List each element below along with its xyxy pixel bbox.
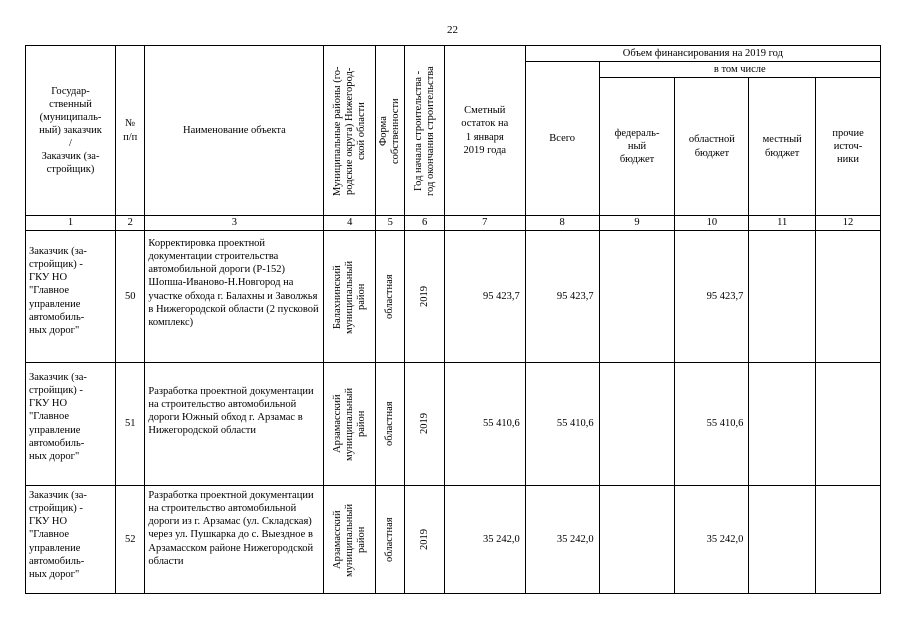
header-estimate: Сметный остаток на 1 января 2019 года	[444, 46, 525, 216]
header-including: в том числе	[599, 62, 880, 78]
header-customer: Государ- ственный (муниципаль- ный) заказчик / Заказчик (за- стройщик)	[26, 46, 116, 216]
column-number: 10	[675, 216, 749, 231]
regional-cell: 55 410,6	[675, 363, 749, 486]
year-cell: 2019	[405, 231, 444, 363]
header-local: местный бюджет	[749, 78, 816, 216]
year-cell: 2019	[405, 486, 444, 594]
object-name: Разработка проектной документации на строительство автомобильной дороги Южный обход г. Арзамас в Нижегородской области	[145, 363, 324, 486]
column-number: 6	[405, 216, 444, 231]
financing-table	[25, 45, 881, 594]
total-cell: 55 410,6	[525, 363, 599, 486]
table-row	[26, 231, 881, 363]
other-cell	[816, 231, 881, 363]
row-number: 52	[116, 486, 145, 594]
header-total: Всего	[525, 62, 599, 216]
column-numbers-row	[26, 216, 881, 231]
column-number: 2	[116, 216, 145, 231]
year-cell: 2019	[405, 363, 444, 486]
ownership-cell: областная	[376, 486, 405, 594]
column-number: 12	[816, 216, 881, 231]
header-number: № п/п	[116, 46, 145, 216]
customer-cell: Заказчик (за- стройщик) - ГКУ НО "Главное управление автомобиль- ных дорог"	[26, 486, 116, 594]
customer-cell: Заказчик (за- стройщик) - ГКУ НО "Главное управление автомобиль- ных дорог"	[26, 363, 116, 486]
object-name: Разработка проектной документации на строительство автомобильной дороги из г. Арзамас (ул. Складская) через ул. Пушкарка до с. Выездное в Арзамасском районе Нижегородской области	[145, 486, 324, 594]
column-number: 4	[324, 216, 376, 231]
table-row	[26, 486, 881, 594]
row-number: 50	[116, 231, 145, 363]
federal-cell	[599, 363, 675, 486]
column-number: 8	[525, 216, 599, 231]
table-row	[26, 363, 881, 486]
local-cell	[749, 486, 816, 594]
estimate-cell: 95 423,7	[444, 231, 525, 363]
regional-cell: 95 423,7	[675, 231, 749, 363]
district-cell: Арзамасский муниципальный район	[324, 486, 376, 594]
federal-cell	[599, 486, 675, 594]
column-number: 11	[749, 216, 816, 231]
local-cell	[749, 363, 816, 486]
regional-cell: 35 242,0	[675, 486, 749, 594]
header-district: Муниципальные районы (го- родские округа) Нижегород- ской области	[324, 46, 376, 216]
header-regional: областной бюджет	[675, 78, 749, 216]
column-number: 1	[26, 216, 116, 231]
other-cell	[816, 363, 881, 486]
column-number: 7	[444, 216, 525, 231]
ownership-cell: областная	[376, 363, 405, 486]
total-cell: 95 423,7	[525, 231, 599, 363]
header-other: прочие источ- ники	[816, 78, 881, 216]
header-years: Год начала строительства - год окончания строительства	[405, 46, 444, 216]
column-number: 5	[376, 216, 405, 231]
local-cell	[749, 231, 816, 363]
page-number: 22	[447, 24, 458, 36]
total-cell: 35 242,0	[525, 486, 599, 594]
header-ownership: Форма собственности	[376, 46, 405, 216]
column-number: 3	[145, 216, 324, 231]
row-number: 51	[116, 363, 145, 486]
object-name: Корректировка проектной документации строительства автомобильной дороги (Р-152) Шопша-Иваново-Н.Новгород на участке обхода г. Балахны и Заволжья в Нижегородской области (2 пусковой комплекс)	[145, 231, 324, 363]
header-object-name: Наименование объекта	[145, 46, 324, 216]
district-cell: Арзамасский муниципальный район	[324, 363, 376, 486]
other-cell	[816, 486, 881, 594]
estimate-cell: 35 242,0	[444, 486, 525, 594]
ownership-cell: областная	[376, 231, 405, 363]
header-funding-group: Объем финансирования на 2019 год	[525, 46, 880, 62]
customer-cell: Заказчик (за- стройщик) - ГКУ НО "Главное управление автомобиль- ных дорог"	[26, 231, 116, 363]
district-cell: Балахнинский муниципальный район	[324, 231, 376, 363]
federal-cell	[599, 231, 675, 363]
header-federal: федераль- ный бюджет	[599, 78, 675, 216]
estimate-cell: 55 410,6	[444, 363, 525, 486]
column-number: 9	[599, 216, 675, 231]
